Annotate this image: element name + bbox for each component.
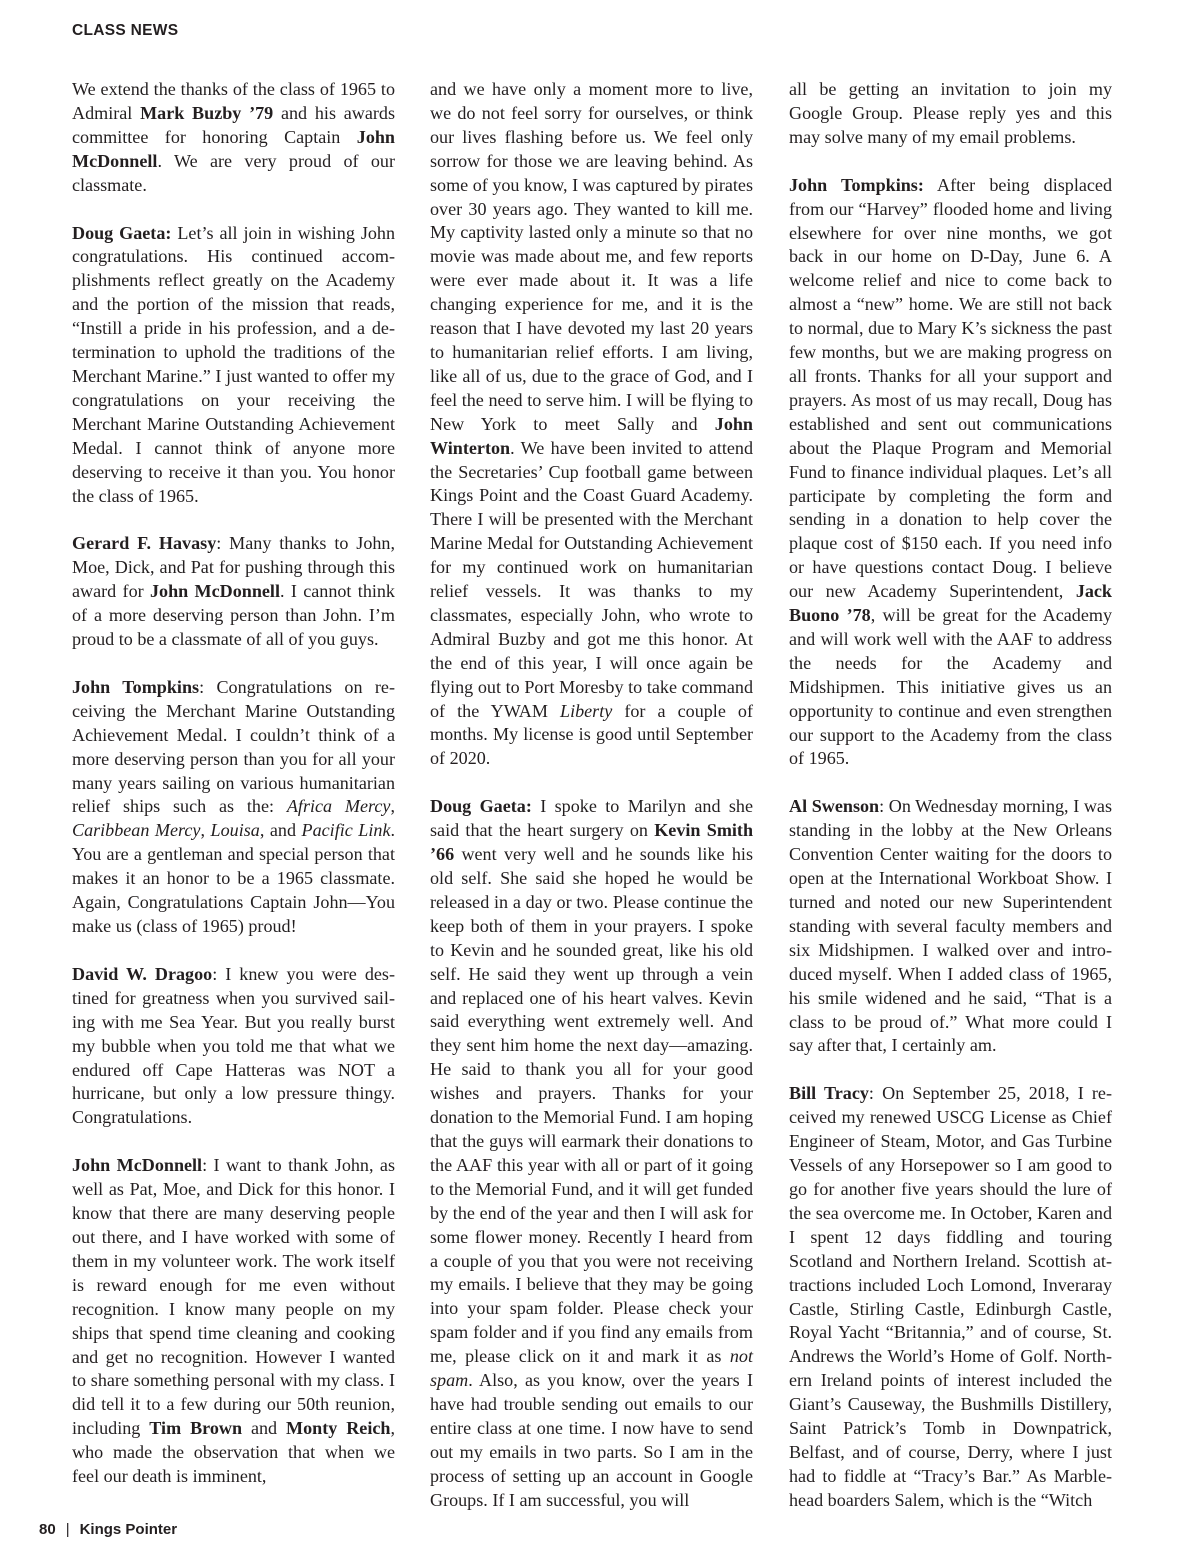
paragraph xyxy=(789,795,1112,1058)
contributor-name: Gerard F. Havasy xyxy=(72,533,217,554)
paragraph xyxy=(789,174,1112,772)
text-run: , xyxy=(390,796,395,817)
text-run: : On September 25, 2018, I received my renewed USCG License as Chief Engineer of Steam, Motor, and Gas Turbine Vessels of any Horsepower so I am good to go for another five years should the lure of the sea overcome me. In October, Karen and I spent 12 days fiddling and touring Scotland and Northern Ireland. Scottish attractions included Loch Lomond, Inveraray Castle, Stirling Castle, Edinburgh Castle, Royal Yacht “Britannia,” and of course, St. Andrews the World’s Home of Golf. Northern Ireland points of interest included the Giant’s Causeway, the Bushmills Distillery, Saint Patrick’s Tomb in Downpatrick, Belfast, and of course, Derry, where I just had to fiddle at “Tracy’s Bar.” As Marblehead boarders Salem, which is the “Witch xyxy=(789,1083,1112,1510)
contributor-name: John Winterton xyxy=(430,413,753,458)
contributor-name: Kevin Smith ’66 xyxy=(430,820,754,865)
text-run: : I want to thank John, as well as Pat, Moe, and Dick for this honor. I know that there are many deserving people out there, and I have worked with some of them in my volunteer work. The work itself is reward enough for me even without recognition. I know many people on my ships that spend time cleaning and cooking and get no recognition. However I wanted to share something personal with my class. I did tell it to a few during our 50th reunion, including xyxy=(72,1155,395,1439)
contributor-name: John Tompkins xyxy=(72,676,200,697)
text-run: and xyxy=(242,1418,287,1439)
text-run: . We are very proud of our classmate. xyxy=(72,150,395,195)
contributor-name: John McDonnell xyxy=(149,581,280,602)
paragraph xyxy=(72,222,395,509)
article-column-2 xyxy=(430,78,753,1536)
italic-term: Liberty xyxy=(560,700,613,721)
italic-term: Africa Mercy xyxy=(286,796,391,817)
text-run: went very well and he sounds like his old self. She said she hoped he would be released in a day or two. Please continue the keep both of them in your prayers. I spoke to Kevin and he sounded great, like his old self. He said they went up through a vein and replaced one of his heart valves. Kevin said everything went extremely well. And they sent him home the next day—amazing. He said to thank you all for your good wishes and prayers. Thanks for your donation to the Memorial Fund. I am hoping that the guys will earmark their donations to the AAF this year with all or part of it going to the Memorial Fund, and it will get funded by the end of the year and then I will ask for some flower money. Recently I heard from a couple of you that you were not receiving my emails. I believe that they may be going into your spam folder. Please check your spam folder and if you find any emails from me, please click on it and mark it as xyxy=(430,844,753,1367)
contributor-name: Doug Gaeta: xyxy=(430,796,532,817)
contributor-name: Mark Buzby ’79 xyxy=(140,102,274,123)
paragraph xyxy=(430,795,753,1512)
paragraph xyxy=(72,532,395,652)
text-run: and we have only a moment more to live, we do not feel sorry for ourselves, or think our lives flashing before us. We feel only sorrow for those we are leaving behind. As some of you know, I was captured by pirates over 30 years ago. They wanted to kill me. My captivity lasted only a minute so that no movie was made about me, and few reports were ever made about it. It was a life changing experience for me, and it is the reason that I have devoted my last 20 years to humanitarian relief efforts. I am living, like all of us, due to the grace of God, and I feel the need to serve him. I will be flying to New York to meet Sally and xyxy=(430,79,753,434)
footer-separator: | xyxy=(65,1521,70,1538)
text-run: . Also, as you know, over the years I have had trouble sending out emails to our entire class at one time. I now have to send out my emails in two parts. So I am in the process of setting up an account in Google Groups. If I am successful, you will xyxy=(430,1370,753,1510)
page-number: 80 xyxy=(39,1521,56,1538)
italic-term: Caribbean Mercy xyxy=(72,820,201,841)
section-label: CLASS NEWS xyxy=(72,22,179,39)
italic-term: not spam xyxy=(430,1346,753,1391)
contributor-name: Bill Tracy xyxy=(789,1083,869,1104)
paragraph xyxy=(72,963,395,1130)
contributor-name: Al Swenson xyxy=(789,796,880,817)
contributor-name: John McDonnell xyxy=(72,1155,203,1176)
paragraph xyxy=(72,78,395,198)
paragraph xyxy=(789,1082,1112,1512)
italic-term: Louisa xyxy=(210,820,260,841)
text-run: I spoke to Marilyn and she said that the heart surgery on xyxy=(430,796,753,841)
text-run: , and xyxy=(259,820,302,841)
paragraph xyxy=(789,78,1112,150)
text-run: : I knew you were destined for greatness when you survived sailing with me Sea Year. But you really burst my bubble when you told me that what we endured off Cape Hatteras was NOT a hurricane, but only a low pressure thingy. Congratulations. xyxy=(72,963,395,1128)
contributor-name: Jack Buono ’78 xyxy=(789,581,1112,626)
contributor-name: John Tompkins: xyxy=(789,174,924,195)
text-run: : On Wednesday morning, I was standing in the lobby at the New Orleans Convention Center waiting for the doors to open at the International Workboat Show. I turned and noted our new Superintendent standing with several faculty members and six Midshipmen. I walked over and introduced myself. When I added class of 1965, his smile widened and he said, “That is a class to be proud of.” What more could I say after that, I certainly am. xyxy=(789,796,1112,1056)
paragraph xyxy=(430,78,753,771)
text-run: , will be great for the Academy and will work well with the AAF to address the needs for the Academy and Midshipmen. This initiative gives us an opportunity to continue and even strengthen our support to the Academy from the class of 1965. xyxy=(789,605,1112,769)
text-run: , who made the observation that when we feel our death is imminent, xyxy=(72,1418,395,1487)
article-column-3 xyxy=(789,78,1112,1537)
contributor-name: Doug Gaeta: xyxy=(72,222,172,243)
italic-term: Pacific Link xyxy=(301,820,391,841)
text-run: Let’s all join in wishing John congratulations. His continued accomplishments reflect greatly on the Academy and the portion of the mission that reads, “Instill a pride in his profession, and a determination to uphold the traditions of the Merchant Marine.” I just wanted to offer my congratulations on your receiving the Merchant Marine Outstanding Achievement Medal. I cannot think of anyone more deserving to receive it than you. You honor the class of 1965. xyxy=(72,222,395,506)
text-run: all be getting an invitation to join my Google Group. Please reply yes and this may solve many of my email problems. xyxy=(789,79,1112,147)
text-run: We extend the thanks of the class of 1965 to Admiral xyxy=(72,79,395,123)
text-run: , xyxy=(200,820,211,841)
contributor-name: Tim Brown xyxy=(149,1418,243,1439)
article-column-1 xyxy=(72,78,395,1513)
contributor-name: David W. Dragoo xyxy=(72,963,213,984)
magazine-title: Kings Pointer xyxy=(79,1521,178,1538)
contributor-name: Monty Reich xyxy=(286,1418,391,1439)
text-run: . We have been invited to attend the Secretaries’ Cup football game between Kings Point and the Coast Guard Academy. There I will be presented with the Merchant Marine Medal for Outstanding Achievement for my continued work on humanitarian relief vessels. It was thanks to my classmates, especially John, who wrote to Admiral Buzby and got me this honor. At the end of this year, I will once again be flying out to Port Moresby to take command of the YWAM xyxy=(430,437,753,721)
text-run: After being displaced from our “Harvey” flooded home and living elsewhere for over nine months, we got back in our home on D-Day, June 6. A welcome relief and nice to come back to almost a “new” home. We are still not back to normal, due to Mary K’s sickness the past few months, but we are making progress on all fronts. Thanks for all your support and prayers. As most of us may recall, Doug has established and sent out communications about the Plaque Program and Memorial Fund to finance individual plaques. Let’s all participate by completing the form and sending in a donation to help cover the plaque cost of $150 each. If you need info or have questions contact Doug. I believe our new Academy Superintendent, xyxy=(789,174,1112,602)
paragraph xyxy=(72,1154,395,1489)
text-run: and his awards committee for honoring Captain xyxy=(72,102,395,147)
paragraph xyxy=(72,676,395,939)
text-run: : Many thanks to John, Moe, Dick, and Pat for pushing through this award for xyxy=(72,533,395,602)
text-run: . I cannot think of a more deserving person than John. I’m proud to be a classmate of all of you guys. xyxy=(72,581,395,650)
page-footer xyxy=(39,1521,177,1538)
text-run: . You are a gentleman and special person that makes it an honor to be a 1965 classmate. Again, Congratulations Captain John—You make us (class of 1965) proud! xyxy=(72,820,396,936)
text-run: : Congratulations on receiving the Merchant Marine Outstanding Achievement Medal. I couldn’t think of a more deserving person than you for all your many years sailing on various humanitarian relief ships such as the: xyxy=(72,676,395,817)
text-run: for a couple of months. My license is good until September of 2020. xyxy=(430,700,753,769)
contributor-name: John McDonnell xyxy=(72,126,395,171)
